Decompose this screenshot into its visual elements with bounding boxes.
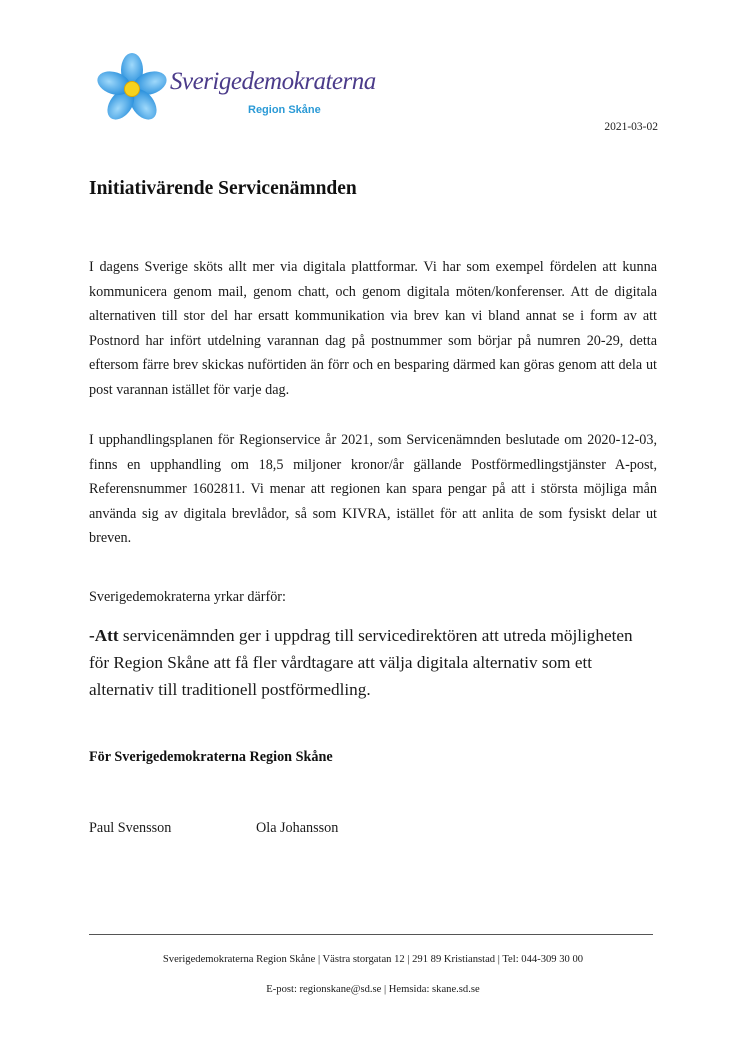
body-paragraph-1: I dagens Sverige sköts allt mer via digitala plattformar. Vi har som exempel fördelen att kunna kommunicera genom mail, genom chatt, och genom digitala möten/konferenser. Att de digitala alternativen till stor del har ersatt kommunikation via brev kan vi bland annat se i form av att Postnord har infört utdelning varannan dag på postnummer som börjar på numren 20-29, detta eftersom färre brev skickas nuförtiden än förr och en besparing därmed kan göras genom att dela ut post varannan istället för varje dag. bbox=[89, 259, 657, 398]
logo-region-label: Region Skåne bbox=[248, 104, 321, 116]
demand-text: servicenämnden ger i uppdrag till servicedirektören att utreda möjligheten för Region Skåne att få fler vårdtagare att välja digitala alternativ som ett alternativ till traditionell postförmedling. bbox=[89, 626, 633, 699]
signoff: För Sverigedemokraterna Region Skåne bbox=[89, 749, 333, 765]
signer-name: Ola Johansson bbox=[256, 820, 339, 836]
footer-contact-line: Sverigedemokraterna Region Skåne | Västra storgatan 12 | 291 89 Kristianstad | Tel: 044-309 30 00 bbox=[162, 954, 584, 965]
logo-wordmark: Sverigedemokraterna bbox=[170, 68, 376, 95]
body-paragraph-2: I upphandlingsplanen för Regionservice år 2021, som Servicenämnden beslutade om 2020-12-03, finns en upphandling om 18,5 miljoner kronor/år gällande Postförmedlingstjänster A-post, Referensnummer 1602811. Vi menar att regionen kan spara pengar på att i största möjliga mån använda sig av digitala brevlådor, så som KIVRA, istället för att anlita de som fysiskt delar ut breven. bbox=[89, 432, 657, 547]
signer-name: Paul Svensson bbox=[89, 820, 172, 836]
document-date: 2021-03-02 bbox=[604, 121, 658, 133]
motion-demand bbox=[89, 622, 649, 703]
party-logo bbox=[96, 52, 376, 124]
demand-prefix: -Att bbox=[89, 626, 119, 645]
flower-logo-icon bbox=[96, 52, 174, 124]
document-title: Initiativärende Servicenämnden bbox=[89, 178, 357, 199]
footer-divider bbox=[89, 934, 653, 935]
footer-web-line: E-post: regionskane@sd.se | Hemsida: skane.sd.se bbox=[266, 984, 480, 995]
motion-lead: Sverigedemokraterna yrkar därför: bbox=[89, 589, 286, 605]
